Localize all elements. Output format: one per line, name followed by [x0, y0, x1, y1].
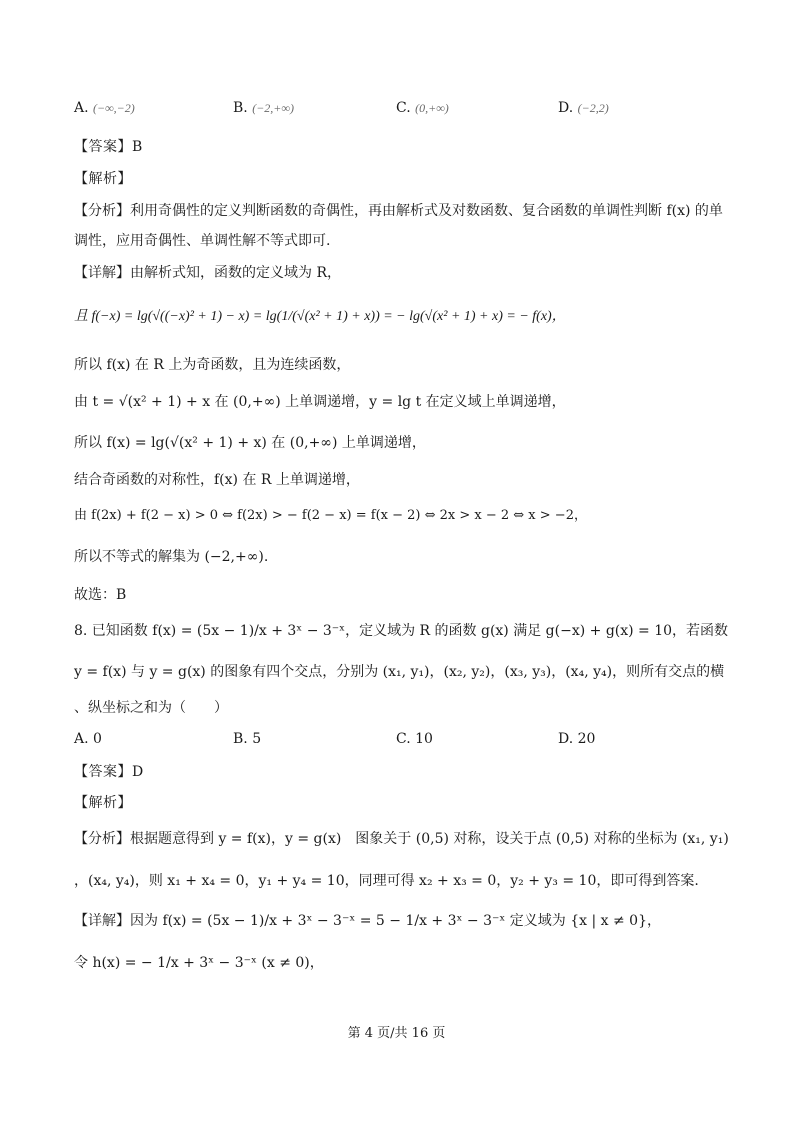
q8-stem-line-2: y = f(x) 与 y = g(x) 的图象有四个交点，分别为 (x₁, y₁)，(x₂, y₂)，(x₃, y₃)，(x₄, y₄)，则所有交点的横 — [74, 664, 725, 680]
q7-xiangjie-line-3: 所以 f(x) 在 R 上为奇函数，且为连续函数， — [74, 357, 351, 373]
q7-fenxi-line-2: 调性，应用奇偶性、单调性解不等式即可. — [74, 233, 331, 249]
q7-xiangjie-line-6: 结合奇函数的对称性，f(x) 在 R 上单调递增， — [74, 472, 360, 488]
q7-xiangjie-line-7: 由 f(2x) + f(2 − x) > 0 ⇔ f(2x) > − f(2 − x) = f(x − 2) ⇔ 2x > x − 2 ⇔ x > −2， — [74, 508, 587, 523]
option-value: 20 — [577, 731, 596, 747]
q8-option-b — [233, 731, 261, 747]
q8-stem-line-3: 、纵坐标之和为（ ） — [74, 700, 228, 716]
option-label: A. — [74, 100, 89, 116]
q7-xiangjie-line-5: 所以 f(x) = lg(√(x² + 1) + x) 在 (0,+∞) 上单调递增， — [74, 435, 426, 451]
option-value: 5 — [252, 731, 262, 747]
q8-option-d — [558, 731, 595, 747]
q7-answer-tag: 【答案】B — [74, 139, 143, 155]
q7-xiangjie-line-8: 所以不等式的解集为 (−2,+∞). — [74, 549, 269, 565]
q8-fenxi-line-1: 【分析】根据题意得到 y = f(x)，y = g(x) 图象关于 (0,5) 对称，设关于点 (0,5) 对称的坐标为 (x₁, y₁) — [74, 831, 729, 847]
q8-analysis-tag: 【解析】 — [74, 795, 132, 811]
option-value: (0,+∞) — [415, 101, 449, 115]
q7-option-a — [74, 100, 135, 116]
q7-option-d — [558, 100, 609, 116]
option-label: B. — [233, 100, 248, 116]
q7-analysis-tag: 【解析】 — [74, 171, 132, 187]
option-label: B. — [233, 731, 248, 747]
option-label: D. — [558, 100, 574, 116]
q7-fenxi-line-1: 【分析】利用奇偶性的定义判断函数的奇偶性，再由解析式及对数函数、复合函数的单调性判断 f(x) 的单 — [74, 203, 723, 219]
option-label: D. — [558, 731, 574, 747]
q7-choose: 故选：B — [74, 587, 127, 603]
option-label: A. — [74, 731, 89, 747]
option-value: (−2,+∞) — [252, 101, 294, 115]
q7-xiangjie-line-4: 由 t = √(x² + 1) + x 在 (0,+∞) 上单调递增，y = lg t 在定义域上单调递增， — [74, 394, 566, 410]
q8-xiangjie-line-1: 【详解】因为 f(x) = (5x − 1)/x + 3ˣ − 3⁻ˣ = 5 − 1/x + 3ˣ − 3⁻ˣ 定义域为 {x | x ≠ 0}， — [74, 913, 661, 929]
q8-option-a — [74, 731, 102, 747]
q8-xiangjie-line-2: 令 h(x) = − 1/x + 3ˣ − 3⁻ˣ (x ≠ 0)， — [74, 955, 324, 971]
q8-option-c — [396, 731, 433, 747]
option-value: (−∞,−2) — [93, 101, 135, 115]
q7-option-b — [233, 100, 294, 116]
q8-answer-tag: 【答案】D — [74, 764, 144, 780]
q8-fenxi-line-2: ，(x₄, y₄)，则 x₁ + x₄ = 0，y₁ + y₄ = 10，同理可得 x₂ + x₃ = 0，y₂ + y₃ = 10，即可得到答案. — [74, 873, 699, 889]
option-label: C. — [396, 100, 411, 116]
option-value: 0 — [93, 731, 102, 747]
q8-stem-line-1: 8. 已知函数 f(x) = (5x − 1)/x + 3ˣ − 3⁻ˣ，定义域为 R 的函数 g(x) 满足 g(−x) + g(x) = 10，若函数 — [74, 623, 729, 639]
q7-xiangjie-line-1: 【详解】由解析式知，函数的定义域为 R， — [74, 265, 341, 281]
option-value: 10 — [415, 731, 433, 747]
page-footer: 第 4 页/共 16 页 — [347, 1026, 446, 1041]
option-label: C. — [396, 731, 411, 747]
q7-option-c — [396, 100, 449, 116]
option-value: (−2,2) — [577, 101, 609, 115]
q7-xiangjie-line-2: 且 f(−x) = lg(√((−x)² + 1) − x) = lg(1/(√(x² + 1) + x)) = − lg(√(x² + 1) + x) = − f(x)， — [74, 309, 566, 324]
